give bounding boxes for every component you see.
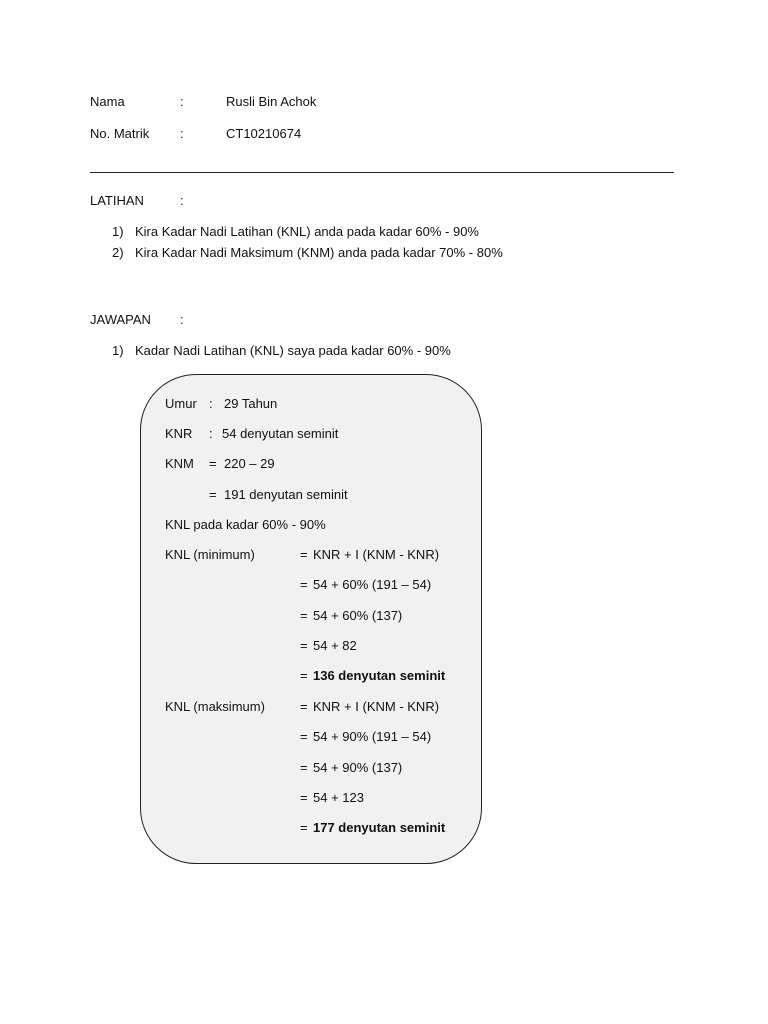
knl-minimum-step-separator: = — [300, 638, 308, 653]
knl-maximum-step: KNR + I (KNM - KNR) — [313, 699, 440, 714]
jawapan-item-number: 1) — [112, 343, 124, 358]
umur-value: 29 Tahun — [224, 396, 278, 411]
jawapan-item-text: Kadar Nadi Latihan (KNL) saya pada kadar 60% - 90% — [135, 343, 451, 358]
matrik-value: CT10210674 — [226, 126, 302, 141]
calculation-box — [140, 374, 482, 864]
umur-separator: : — [209, 396, 213, 411]
knl-minimum-step: 54 + 82 — [313, 638, 357, 653]
latihan-heading: LATIHAN — [90, 193, 144, 208]
knl-maximum-step-separator: = — [300, 729, 308, 744]
name-value: Rusli Bin Achok — [226, 94, 317, 109]
matrik-label: No. Matrik — [90, 126, 150, 141]
knl-maximum-step-separator: = — [300, 790, 308, 805]
knl-minimum-result-separator: = — [300, 668, 308, 683]
knl-minimum-label: KNL (minimum) — [165, 547, 255, 562]
knm-result-value: 191 denyutan seminit — [224, 487, 348, 502]
latihan-item-1-text: Kira Kadar Nadi Latihan (KNL) anda pada kadar 60% - 90% — [135, 224, 479, 239]
latihan-colon: : — [180, 193, 184, 208]
separator-rule — [90, 172, 674, 173]
name-colon: : — [180, 94, 184, 109]
knl-minimum-result: 136 denyutan seminit — [313, 668, 446, 683]
knl-maximum-result-separator: = — [300, 820, 308, 835]
knm-result-separator: = — [209, 487, 217, 502]
latihan-item-1-number: 1) — [112, 224, 124, 239]
knl-maximum-step: 54 + 123 — [313, 790, 364, 805]
knl-heading: KNL pada kadar 60% - 90% — [165, 517, 326, 532]
knr-value: 54 denyutan seminit — [222, 426, 339, 441]
knl-minimum-step: KNR + I (KNM - KNR) — [313, 547, 440, 562]
jawapan-heading: JAWAPAN — [90, 312, 151, 327]
knm-separator: = — [209, 456, 217, 471]
name-label: Nama — [90, 94, 125, 109]
knr-label: KNR — [165, 426, 193, 441]
knl-minimum-step-separator: = — [300, 608, 308, 623]
knl-minimum-step: 54 + 60% (191 – 54) — [313, 577, 432, 592]
knl-maximum-step: 54 + 90% (191 – 54) — [313, 729, 432, 744]
knl-minimum-step-separator: = — [300, 577, 308, 592]
latihan-item-2-text: Kira Kadar Nadi Maksimum (KNM) anda pada kadar 70% - 80% — [135, 245, 503, 260]
knm-value: 220 – 29 — [224, 456, 275, 471]
knl-maximum-step-separator: = — [300, 760, 308, 775]
knl-maximum-result: 177 denyutan seminit — [313, 820, 446, 835]
knm-label: KNM — [165, 456, 194, 471]
latihan-item-2-number: 2) — [112, 245, 124, 260]
knr-separator: : — [209, 426, 213, 441]
umur-label: Umur — [165, 396, 197, 411]
knl-maximum-label: KNL (maksimum) — [165, 699, 265, 714]
matrik-colon: : — [180, 126, 184, 141]
jawapan-colon: : — [180, 312, 184, 327]
knl-minimum-step: 54 + 60% (137) — [313, 608, 403, 623]
knl-maximum-step: 54 + 90% (137) — [313, 760, 403, 775]
knl-minimum-step-separator: = — [300, 547, 308, 562]
knl-maximum-step-separator: = — [300, 699, 308, 714]
